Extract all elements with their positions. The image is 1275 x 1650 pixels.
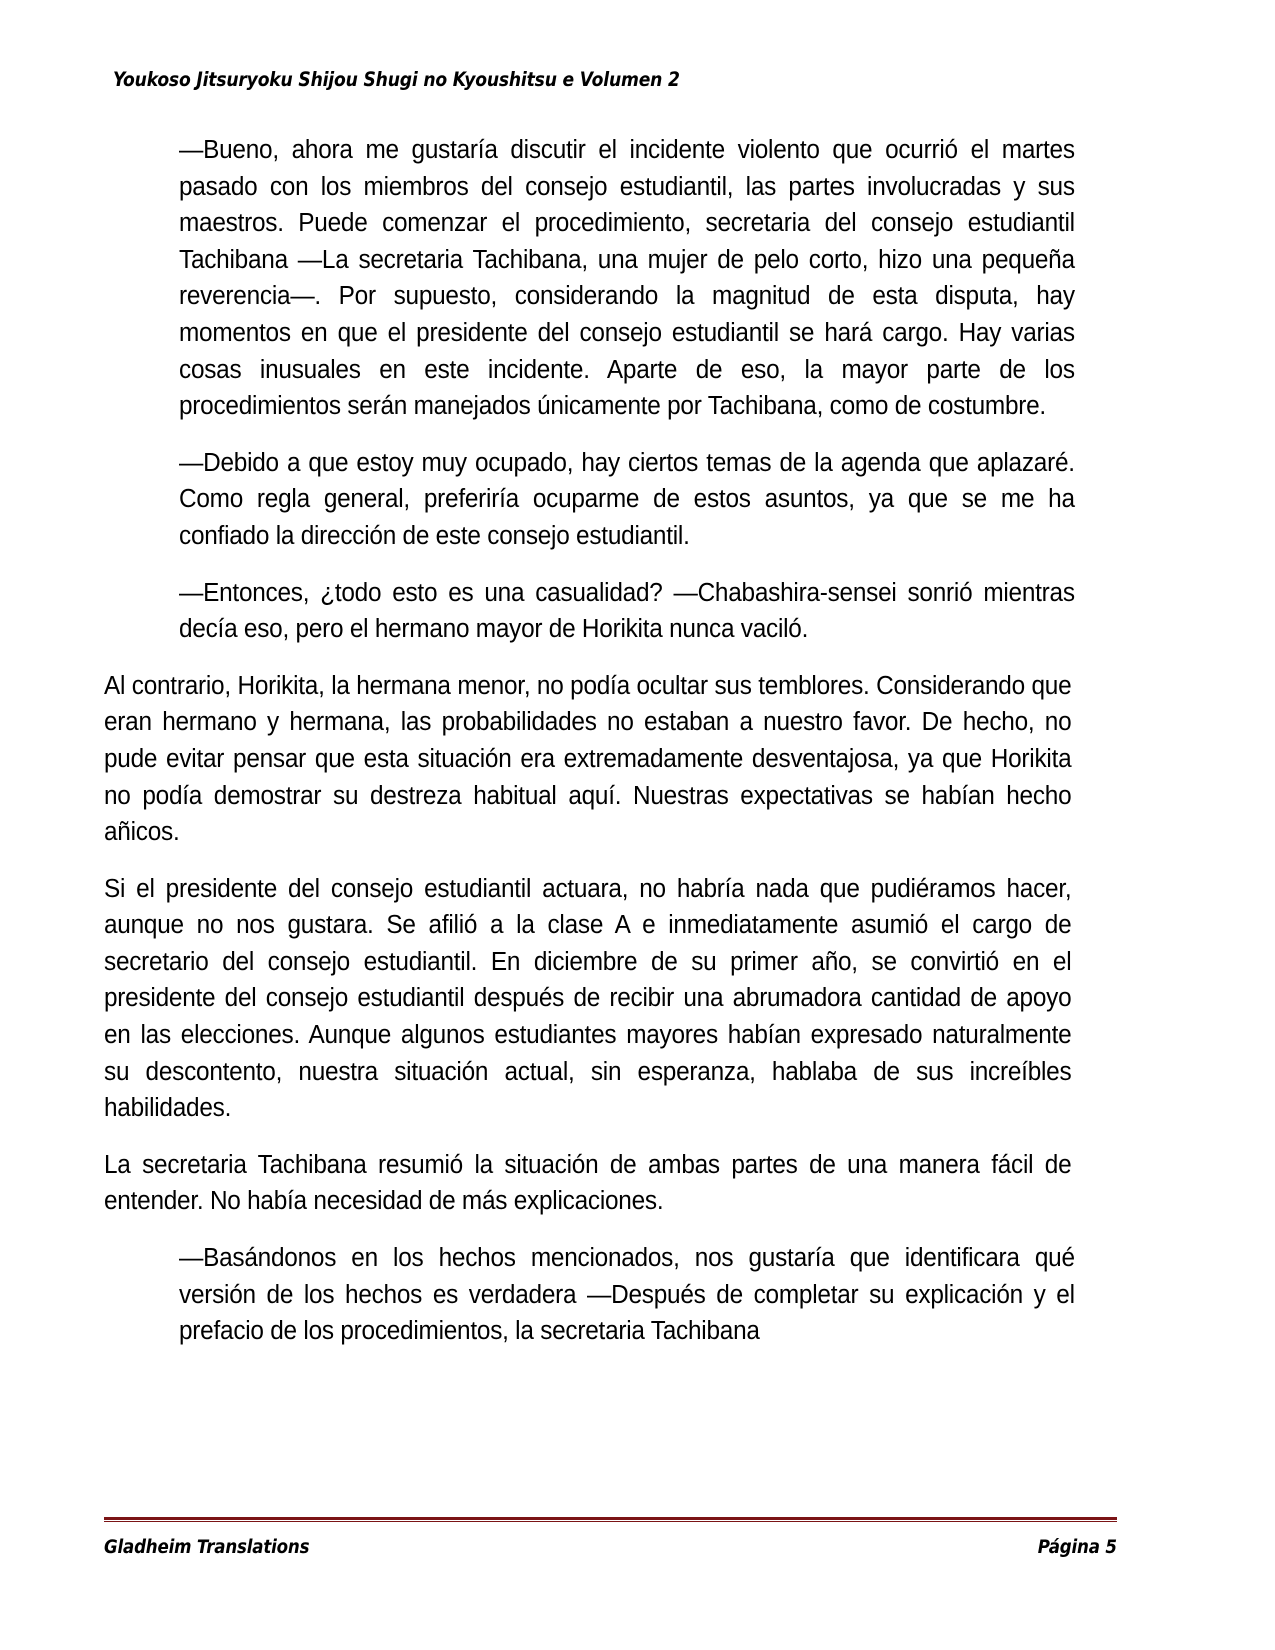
page-header (113, 68, 1118, 91)
document-body (104, 132, 1117, 1350)
paragraph-5: Si el presidente del consejo estudiantil actuara, no habría nada que pudiéramos hacer, aunque no nos gustara. Se afilió a la clase A e inmediatamente asumió el cargo de secretario del consejo estudiantil. En diciembre de su primer año, se convirtió en el presidente del consejo estudiantil después de recibir una abrumadora cantidad de apoyo en las elecciones. Aunque algunos estudiantes mayores habían expresado naturalmente su descontento, nuestra situación actual, sin esperanza, hablaba de sus increíbles habilidades. (104, 874, 1072, 1123)
footer-page-number: Página 5 (1037, 1537, 1117, 1558)
header-book-title: Youkoso Jitsuryoku Shijou Shugi no Kyoushitsu e Volumen 2 (113, 68, 680, 91)
paragraph-4: Al contrario, Horikita, la hermana menor, no podía ocultar sus temblores. Considerando que eran hermano y hermana, las probabilidades no estaban a nuestro favor. De hecho, no pude evitar pensar que esta situación era extremadamente desventajosa, ya que Horikita no podía demostrar su destreza habitual aquí. Nuestras expectativas se habían hecho añicos. (104, 671, 1072, 847)
footer-translator-credit: Gladheim Translations (104, 1537, 310, 1558)
page-footer (104, 1537, 1117, 1558)
paragraph-1: —Bueno, ahora me gustaría discutir el incidente violento que ocurrió el martes pasado con los miembros del consejo estudiantil, las partes involucradas y sus maestros. Puede comenzar el procedimiento, secretaria del consejo estudiantil Tachibana —La secretaria Tachibana, una mujer de pelo corto, hizo una pequeña reverencia—. Por supuesto, considerando la magnitud de esta disputa, hay momentos en que el presidente del consejo estudiantil se hará cargo. Hay varias cosas inusuales en este incidente. Aparte de eso, la mayor parte de los procedimientos serán manejados únicamente por Tachibana, como de costumbre. (179, 136, 1075, 421)
footer-divider-thick-line (104, 1517, 1117, 1520)
footer-divider (104, 1517, 1117, 1522)
paragraph-2: —Debido a que estoy muy ocupado, hay ciertos temas de la agenda que aplazaré. Como regla general, preferiría ocuparme de estos asuntos, ya que se me ha confiado la dirección de este consejo estudiantil. (179, 448, 1075, 550)
footer-divider-thin-line (104, 1521, 1117, 1522)
paragraph-6: La secretaria Tachibana resumió la situación de ambas partes de una manera fácil de entender. No había necesidad de más explicaciones. (104, 1150, 1072, 1216)
paragraph-7: —Basándonos en los hechos mencionados, nos gustaría que identificara qué versión de los hechos es verdadera —Después de completar su explicación y el prefacio de los procedimientos, la secretaria Tachibana (179, 1244, 1075, 1346)
paragraph-3: —Entonces, ¿todo esto es una casualidad? —Chabashira-sensei sonrió mientras decía eso, pero el hermano mayor de Horikita nunca vaciló. (179, 578, 1075, 644)
